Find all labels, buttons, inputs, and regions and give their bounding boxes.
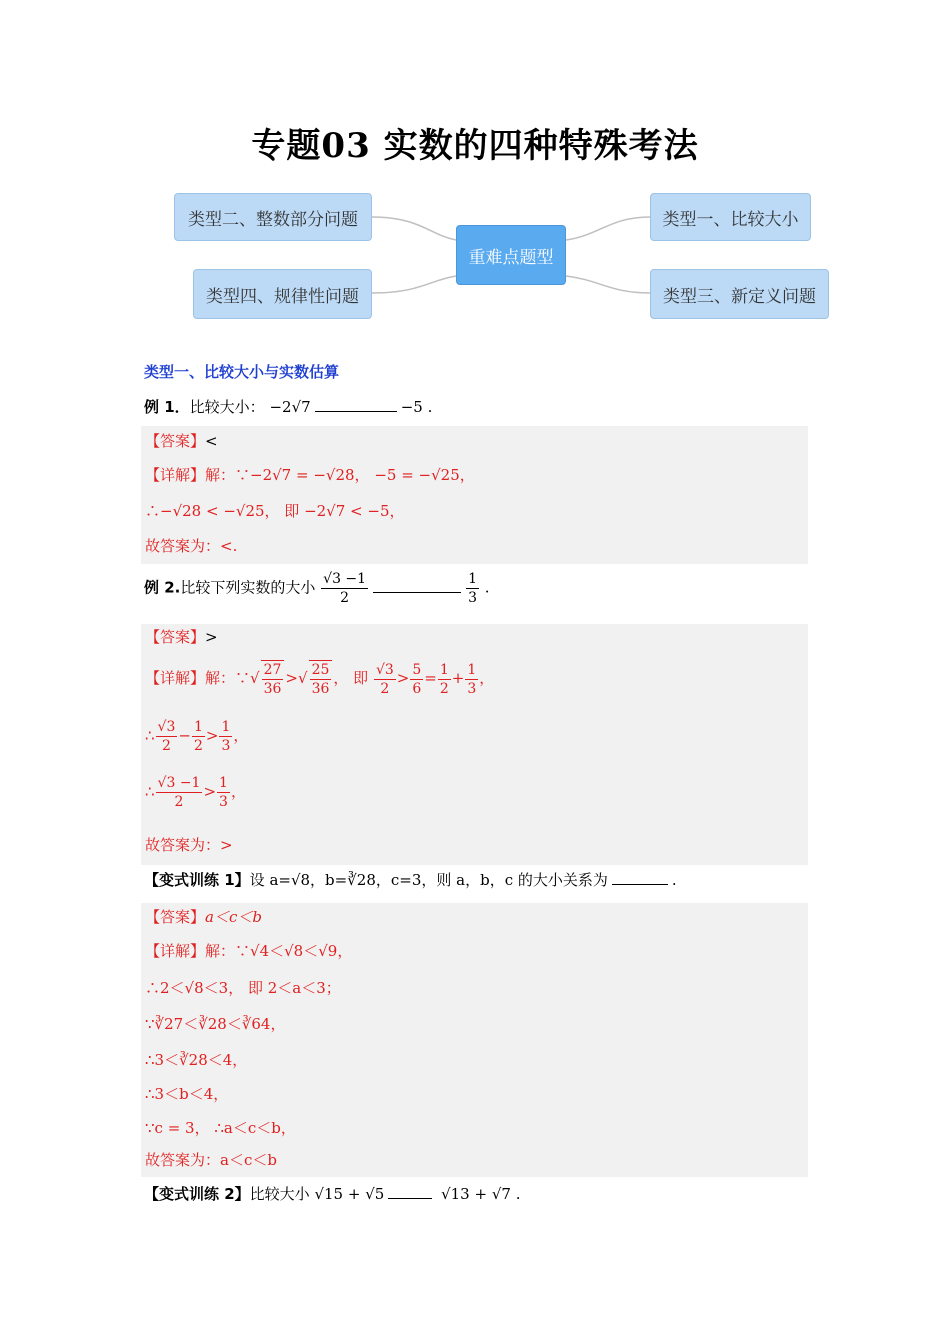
answer-label: 【答案】 [145,628,206,646]
detail-line: ∴ $\frac{√3 -1}{2}$ > $\frac{1}{3}$ ， [145,775,246,810]
fraction: $\frac{1}{3}$ [468,571,477,606]
detail-line: ∵∛27＜∛28＜∛64， [145,1015,286,1033]
mindmap-node-type4: 类型四、规律性问题 [193,269,372,319]
detail-line: 故答案为：<. [145,537,238,555]
detail-line: ∴3＜b＜4， [145,1085,229,1103]
question-text: 比较大小： [189,398,265,416]
example-label: 例 2. [144,578,181,597]
example-label: 例 1． [144,398,190,416]
example-2: 例 2.比较下列实数的大小 $\frac{√3 -1}{2}$ $\frac{1}{3}$ . [144,571,490,606]
answer-box [141,426,808,564]
mindmap-node-type1: 类型一、比较大小 [650,193,811,241]
mindmap-node-type3: 类型三、新定义问题 [650,269,829,319]
answer-value: < [205,432,218,450]
answer-label: 【答案】 [145,432,206,450]
fraction: $\frac{√3 -1}{2}$ [323,571,367,606]
detail-line: 故答案为：a＜c＜b [145,1151,277,1169]
mindmap-center: 重难点题型 [456,225,566,285]
expression: √13 + √7 . [441,1185,521,1203]
expression: −5 . [400,398,433,416]
example-1 [144,396,432,417]
answer-value: a＜c＜b [205,908,262,926]
detail-line: 故答案为：> [145,836,233,854]
answer-blank[interactable] [388,1184,432,1199]
section-heading: 类型一、比较大小与实数估算 [144,363,340,381]
page-title: 专题03 实数的四种特殊考法 [251,126,699,166]
variation-label: 【变式训练 2】 [144,1185,250,1203]
answer-value: > [205,628,218,646]
answer-blank[interactable] [373,578,461,593]
variation-1: 【变式训练 1】设 a=√8，b=∛28，c=3，则 a，b，c 的大小关系为 . [144,871,677,889]
detail-line: ∵c = 3， ∴a＜c＜b， [145,1119,296,1137]
detail-line: 【详解】解：∵√ $\frac{27}{36}$ >√ $\frac{25}{36}$ ， 即 $\frac{√3}{2}$ > $\frac{5}{6}$ = $\frac{1}{2}$ + $\frac{1}{3}$ ， [145,661,495,697]
answer-box [141,903,808,1177]
detail-label: 【详解】 [145,466,206,484]
detail-label: 【详解】 [145,942,206,960]
detail-line: 解：∵√4＜√8＜√9， [205,942,353,960]
detail-line: ∴−√28 < −√25， 即 −2√7 < −5， [145,502,405,520]
detail-line: ∴2＜√8＜3， 即 2＜a＜3； [145,979,341,997]
detail-line: ∴ $\frac{√3}{2}$ − $\frac{1}{2}$ > $\frac{1}{3}$ ， [145,719,249,754]
answer-box [141,624,808,865]
mindmap-node-type2: 类型二、整数部分问题 [174,193,372,241]
question-text: 比较大小 √15 + √5 [249,1185,385,1203]
variation-label: 【变式训练 1】 [144,871,250,889]
question-text: 设 a=√8，b=∛28，c=3，则 a，b，c 的大小关系为 [249,871,608,889]
detail-line: 解：∵−2√7 = −√28， −5 = −√25， [205,466,475,484]
question-text: 比较下列实数的大小 [180,578,316,597]
answer-label: 【答案】 [145,908,206,926]
answer-blank[interactable] [612,870,668,885]
expression: −2√7 [269,398,311,416]
variation-2 [144,1183,520,1204]
answer-blank[interactable] [315,397,397,412]
detail-line: ∴3＜∛28＜4， [145,1051,248,1069]
